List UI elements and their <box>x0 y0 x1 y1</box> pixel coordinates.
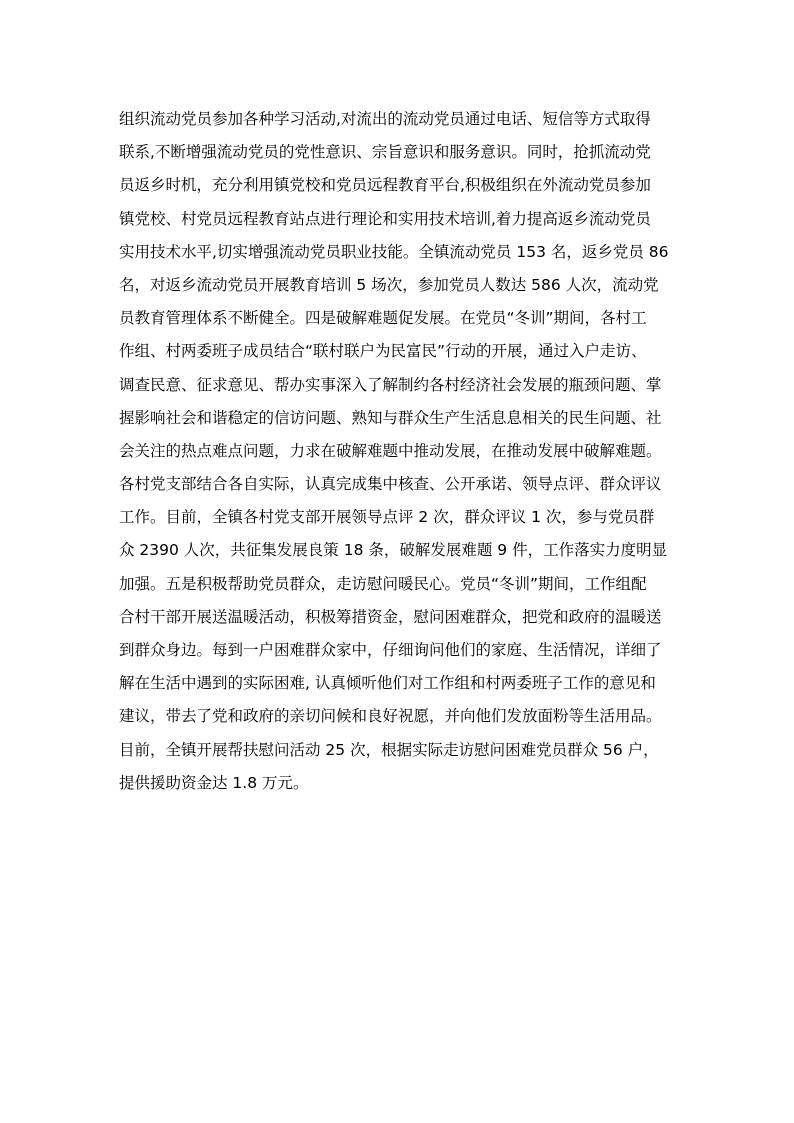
text-line: 加强。五是积极帮助党员群众，走访慰问暖民心。党员“冬训”期间，工作组配 <box>119 574 647 593</box>
text-line: 工作。目前，全镇各村党支部开展领导点评 2 次，群众评议 1 次，参与党员群 <box>119 508 655 527</box>
text-line: 调查民意、征求意见、帮办实事深入了解制约各村经济社会发展的瓶颈问题、掌 <box>119 375 662 394</box>
text-line: 握影响社会和谐稳定的信访问题、熟知与群众生产生活息息相关的民生问题、社 <box>119 408 662 427</box>
text-line: 到群众身边。每到一户困难群众家中，仔细询问他们的家庭、生活情况，详细了 <box>119 641 662 659</box>
text-line: 会关注的热点难点问题，力求在破解难题中推动发展，在推动发展中破解难题。 <box>119 441 662 460</box>
text-line: 联系,不断增强流动党员的党性意识、宗旨意识和服务意识。同时，抢抓流动党 <box>119 143 651 162</box>
text-line: 各村党支部结合各自实际，认真完成集中核查、公开承诺、领导点评、群众评议 <box>119 475 662 494</box>
body-paragraph <box>119 103 689 800</box>
text-line: 作组、村两委班子成员结合“联村联户为民富民”行动的开展，通过入户走访、 <box>119 342 647 361</box>
text-line: 员教育管理体系不断健全。四是破解难题促发展。在党员“冬训”期间，各村工 <box>119 309 647 328</box>
text-line: 镇党校、村党员远程教育站点进行理论和实用技术培训,着力提高返乡流动党员 <box>119 209 651 228</box>
text-line: 提供援助资金达 1.8 万元。 <box>119 773 309 792</box>
text-line: 目前，全镇开展帮扶慰问活动 25 次，根据实际走访慰问困难党员群众 56 户， <box>119 740 659 759</box>
text-line: 名，对返乡流动党员开展教育培训 5 场次，参加党员人数达 586 人次，流动党 <box>119 275 659 294</box>
text-line: 实用技术水平,切实增强流动党员职业技能。全镇流动党员 153 名，返乡党员 86 <box>119 242 669 261</box>
text-line: 合村干部开展送温暖活动，积极筹措资金，慰问困难群众，把党和政府的温暖送 <box>119 607 662 626</box>
text-line: 解在生活中遇到的实际困难, 认真倾听他们对工作组和村两委班子工作的意见和 <box>119 674 656 693</box>
text-line: 众 2390 人次，共征集发展良策 18 条，破解发展难题 9 件，工作落实力度明显 <box>119 541 668 560</box>
text-line: 员返乡时机，充分利用镇党校和党员远程教育平台,积极组织在外流动党员参加 <box>119 176 651 195</box>
text-line: 组织流动党员参加各种学习活动,对流出的流动党员通过电话、短信等方式取得 <box>119 110 651 128</box>
text-line: 建议，带去了党和政府的亲切问候和良好祝愿，并向他们发放面粉等生活用品。 <box>119 707 662 726</box>
